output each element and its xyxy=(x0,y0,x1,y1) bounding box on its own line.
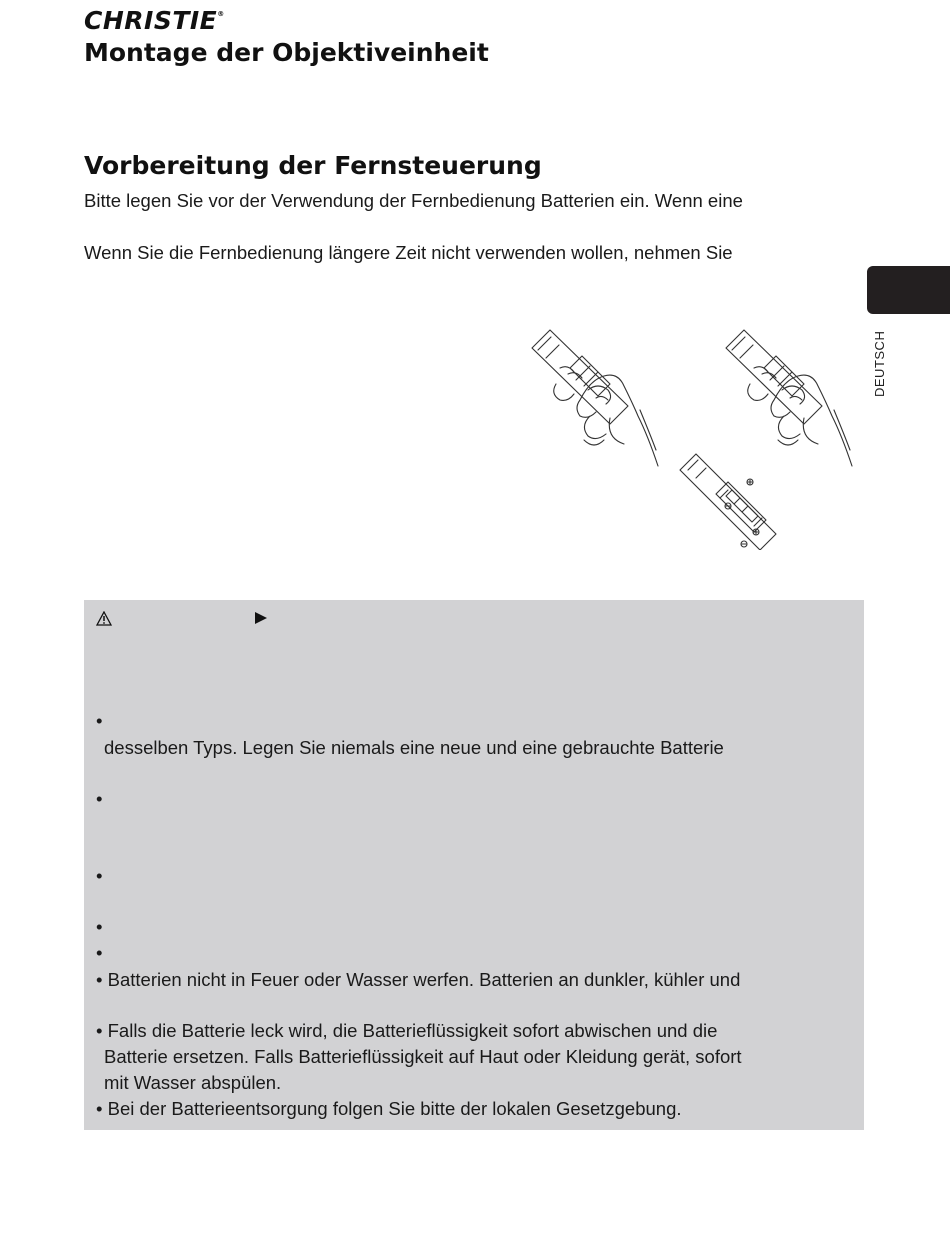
registered-mark: ® xyxy=(217,10,225,18)
battery-installation-illustration xyxy=(520,320,860,550)
intro-paragraph: Bitte legen Sie vor der Verwendung der Fernbedienung Batterien ein. Wenn eine xyxy=(84,190,743,211)
language-tab xyxy=(867,266,950,314)
play-arrow-icon xyxy=(254,611,268,625)
remote-insert-battery-illustration xyxy=(726,330,852,466)
storage-paragraph: Wenn Sie die Fernbedienung längere Zeit nicht verwenden wollen, nehmen Sie xyxy=(84,242,733,263)
bullet-3: • xyxy=(96,865,103,886)
section-title: Vorbereitung der Fernsteuerung xyxy=(84,151,542,180)
caution-line-5: mit Wasser abspülen. xyxy=(104,1072,282,1093)
caution-line-3: • Falls die Batterie leck wird, die Batterieflüssigkeit sofort abwischen und die xyxy=(96,1020,718,1041)
warning-triangle-icon xyxy=(96,611,112,626)
caution-line-4: Batterie ersetzen. Falls Batterieflüssigkeit auf Haut oder Kleidung gerät, sofort xyxy=(104,1046,742,1067)
page-title: Montage der Objektiveinheit xyxy=(84,38,489,67)
bullet-1: • xyxy=(96,710,103,731)
bullet-4: • xyxy=(96,916,103,937)
caution-line-6: • Bei der Batterieentsorgung folgen Sie bitte der lokalen Gesetzgebung. xyxy=(96,1098,682,1119)
caution-line-2: • Batterien nicht in Feuer oder Wasser werfen. Batterien an dunkler, kühler und xyxy=(96,969,741,990)
caution-box xyxy=(84,600,864,1130)
remote-open-cover-illustration xyxy=(532,330,658,466)
logo-text: CHRISTIE xyxy=(84,6,218,35)
caution-line-1: desselben Typs. Legen Sie niemals eine neue und eine gebrauchte Batterie xyxy=(104,737,724,758)
language-label: DEUTSCH xyxy=(872,330,887,397)
bullet-2: • xyxy=(96,788,103,809)
remote-batteries-inserted-illustration xyxy=(680,454,776,550)
christie-logo xyxy=(84,6,225,35)
bullet-5: • xyxy=(96,942,103,963)
